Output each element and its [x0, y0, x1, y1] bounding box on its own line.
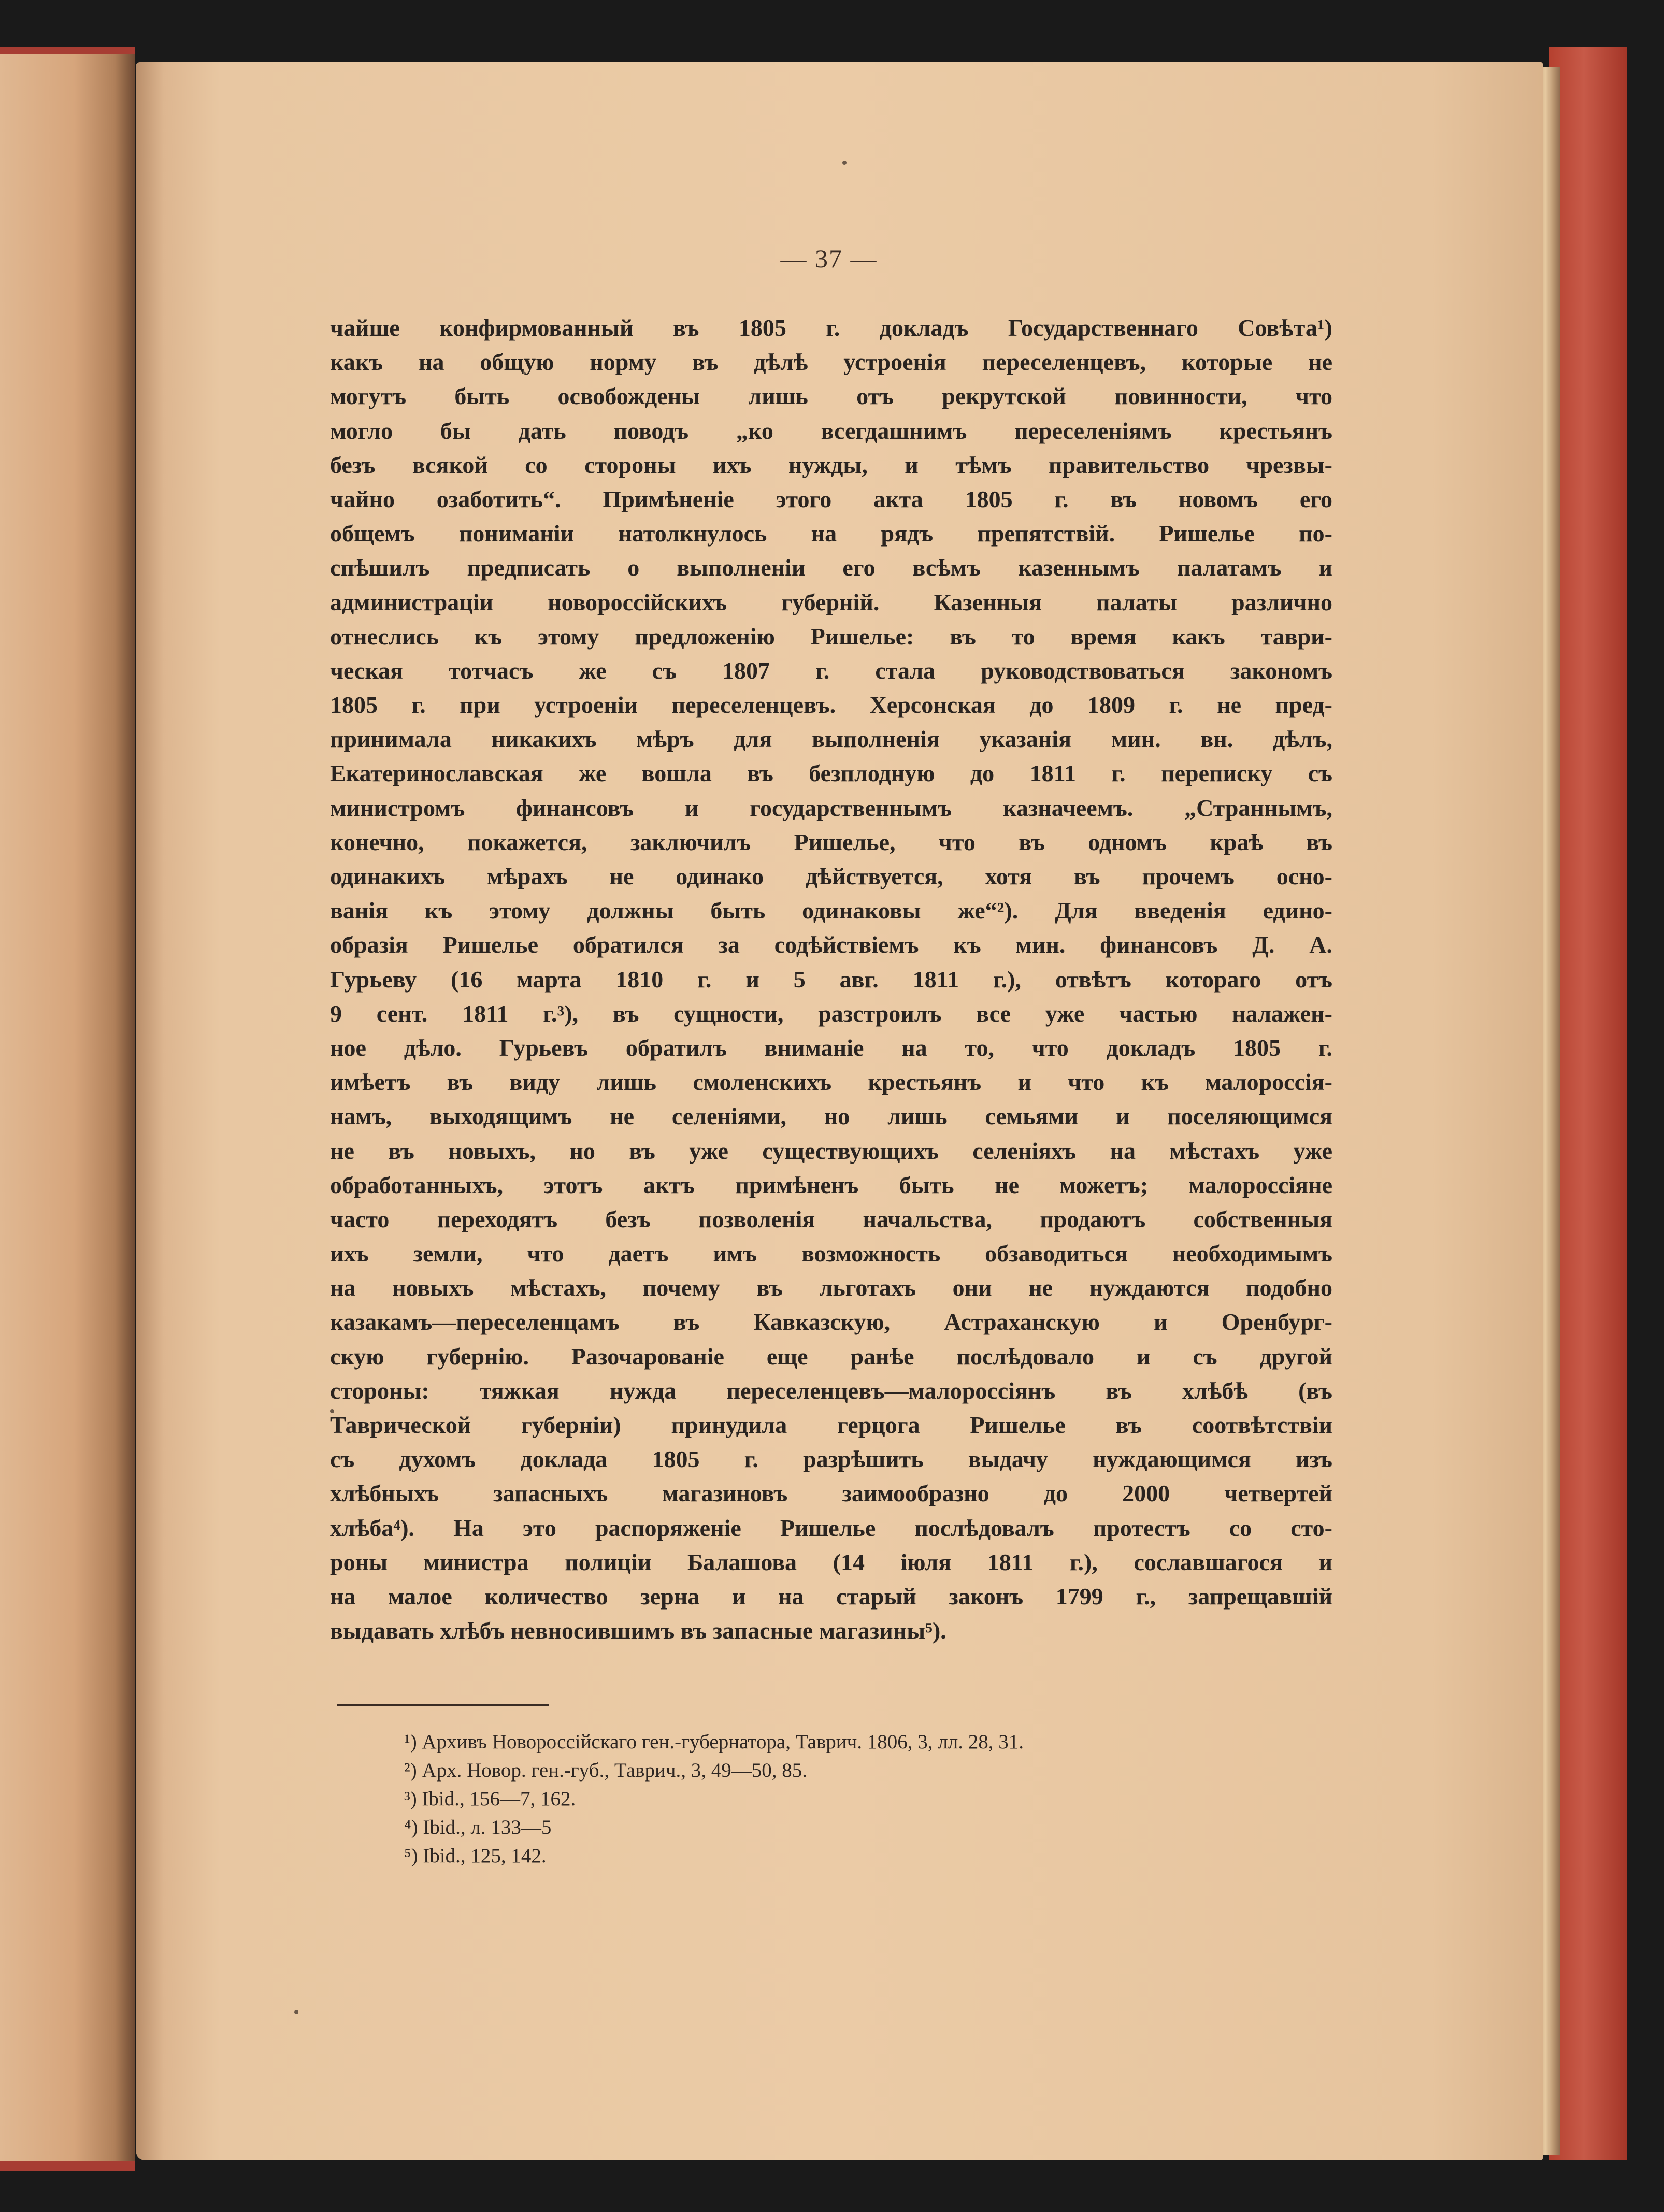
text-line: 1805 г. при устроеніи переселенцевъ. Херсонская до 1809 г. не пред-	[330, 692, 1332, 719]
text-line: Екатеринославская же вошла въ безплодную до 1811 г. переписку съ	[330, 760, 1332, 787]
text-line: чайно озаботить“. Примѣненіе этого акта 1805 г. въ новомъ его	[330, 485, 1332, 512]
text-line: принимала никакихъ мѣръ для выполненія указанія мин. вн. дѣлъ,	[330, 726, 1332, 753]
text-line: безъ всякой со стороны ихъ нужды, и тѣмъ правительство чрезвы-	[330, 451, 1332, 478]
page-speck	[842, 161, 847, 165]
text-line: Таврической губерніи) принудила герцога Ришелье въ соотвѣтствіи	[330, 1412, 1332, 1438]
text-line: министромъ финансовъ и государственнымъ казначеемъ. „Страннымъ,	[330, 794, 1332, 821]
text-line: администраціи новороссійскихъ губерній. Казенныя палаты различно	[330, 588, 1332, 615]
text-line: на малое количество зерна и на старый законъ 1799 г., запрещавшій	[330, 1583, 1332, 1610]
text-line: намъ, выходящимъ не селеніями, но лишь семьями и поселяющимся	[330, 1103, 1332, 1130]
text-line: хлѣба⁴). На это распоряженіе Ришелье послѣдовалъ протестъ со сто-	[330, 1514, 1332, 1541]
page-speck	[294, 2010, 298, 2014]
text-line: съ духомъ доклада 1805 г. разрѣшить выдачу нуждающимся изъ	[330, 1446, 1332, 1473]
text-line: хлѣбныхъ запасныхъ магазиновъ заимообразно до 2000 четвертей	[330, 1480, 1332, 1507]
footnotes	[404, 1728, 1024, 1870]
text-line: ихъ земли, что даетъ имъ возможность обзаводиться необходимымъ	[330, 1240, 1332, 1267]
text-line: 9 сент. 1811 г.³), въ сущности, разстроилъ все уже частью налажен-	[330, 1000, 1332, 1027]
footnote: ³) Ibid., 156—7, 162.	[404, 1788, 576, 1810]
text-line: часто переходятъ безъ позволенія начальства, продаютъ собственныя	[330, 1205, 1332, 1232]
footnote-divider	[337, 1704, 549, 1706]
text-line: чайше конфирмованный въ 1805 г. докладъ Государственнаго Совѣта¹)	[330, 314, 1332, 341]
footnote: ⁵) Ibid., 125, 142.	[404, 1845, 547, 1867]
text-line: имѣетъ въ виду лишь смоленскихъ крестьянъ и что къ малороссія-	[330, 1069, 1332, 1096]
text-line: общемъ пониманіи натолкнулось на рядъ препятствій. Ришелье по-	[330, 520, 1332, 547]
text-line: ческая тотчасъ же съ 1807 г. стала руководствоваться закономъ	[330, 657, 1332, 684]
text-line: конечно, покажется, заключилъ Ришелье, что въ одномъ краѣ въ	[330, 828, 1332, 855]
text-line: Гурьеву (16 марта 1810 г. и 5 авг. 1811 г.), отвѣтъ котораго отъ	[330, 966, 1332, 993]
text-line: скую губернію. Разочарованіе еще ранѣе послѣдовало и съ другой	[330, 1343, 1332, 1370]
left-page-binding	[0, 47, 135, 2171]
text-line: ванія къ этому должны быть одинаковы же“²). Для введенія едино-	[330, 897, 1332, 924]
text-line: на новыхъ мѣстахъ, почему въ льготахъ они не нуждаются подобно	[330, 1274, 1332, 1301]
text-line: стороны: тяжкая нужда переселенцевъ—малороссіянъ въ хлѣбѣ (въ	[330, 1377, 1332, 1404]
text-line: могутъ быть освобождены лишь отъ рекрутской повинности, что	[330, 383, 1332, 410]
body-text	[330, 311, 1332, 1648]
footnote: ²) Арх. Новор. ген.-губ., Таврич., 3, 49—50, 85.	[404, 1759, 807, 1782]
text-line: могло бы дать поводъ „ко всегдашнимъ переселеніямъ крестьянъ	[330, 417, 1332, 444]
text-line: одинакихъ мѣрахъ не одинако дѣйствуется, хотя въ прочемъ осно-	[330, 863, 1332, 889]
text-line: какъ на общую норму въ дѣлѣ устроенія переселенцевъ, которые не	[330, 349, 1332, 376]
text-line: образія Ришелье обратился за содѣйствіемъ къ мин. финансовъ Д. А.	[330, 931, 1332, 958]
text-line: казакамъ—переселенцамъ въ Кавказскую, Астраханскую и Оренбург-	[330, 1309, 1332, 1335]
text-line: роны министра полиціи Балашова (14 іюля 1811 г.), сославшагося и	[330, 1548, 1332, 1575]
text-line: ное дѣло. Гурьевъ обратилъ вниманіе на то, что докладъ 1805 г.	[330, 1034, 1332, 1061]
footnote: ¹) Архивъ Новороссійскаго ген.-губернатора, Таврич. 1806, 3, лл. 28, 31.	[404, 1731, 1024, 1753]
page-number: — 37 —	[780, 244, 878, 273]
text-line: отнеслись къ этому предложенію Ришелье: въ то время какъ таври-	[330, 623, 1332, 650]
text-line: выдавать хлѣбъ невносившимъ въ запасные магазины⁵).	[330, 1617, 946, 1644]
text-line: спѣшилъ предписать о выполненіи его всѣмъ казеннымъ палатамъ и	[330, 554, 1332, 581]
text-line: не въ новыхъ, но въ уже существующихъ селеніяхъ на мѣстахъ уже	[330, 1137, 1332, 1164]
footnote: ⁴) Ibid., л. 133—5	[404, 1816, 552, 1838]
text-line: обработанныхъ, этотъ актъ примѣненъ быть не можетъ; малороссіяне	[330, 1171, 1332, 1198]
red-cover-edge	[1549, 47, 1627, 2160]
